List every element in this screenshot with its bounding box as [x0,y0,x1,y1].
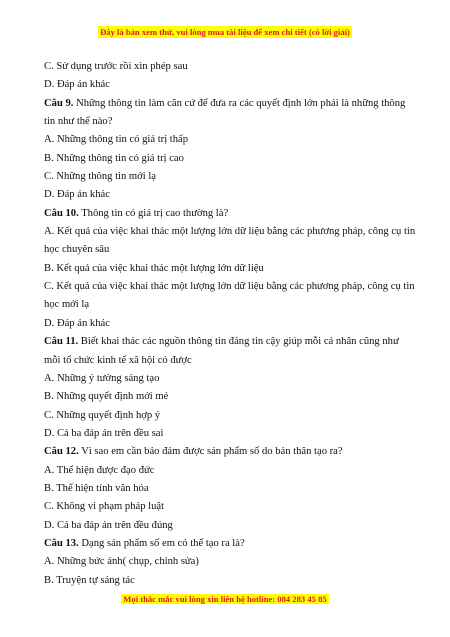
question-text: Những thông tin làm căn cứ để đưa ra các quyết định lớn phải là những thông tin như thế nào? [44,97,406,128]
document-body [44,58,416,590]
option-c: C. Kết quả của việc khai thác một lượng lớn dữ liệu bằng các phương pháp, công cụ tin học mới lạ [44,281,415,311]
question-13 [44,535,416,553]
hotline-footer [0,594,450,604]
option-b: B. Những quyết định mới mẻ [44,391,169,403]
option-b: B. Truyện tự sáng tác [44,574,135,586]
option-a: A. Thể hiện được đạo đức [44,464,155,476]
option-line: C. Sử dụng trước rồi xin phép sau [44,61,188,72]
preview-banner-text: Đây là bản xem thử, vui lòng mua tài liệu để xem chi tiết (có lời giải) [100,27,350,37]
question-12 [44,443,416,461]
option-c: C. Những thông tin mới lạ [44,171,156,183]
question-number: Câu 11. [44,336,79,348]
question-text: Thông tin có giá trị cao thường là? [78,207,229,219]
option-d: D. Cả ba đáp án trên đều sai [44,427,164,439]
option-c: C. Không vi phạm pháp luật [44,501,165,513]
option-b: B. Những thông tin có giá trị cao [44,152,184,164]
option-d: D. Đáp án khác [44,189,110,201]
option-a: A. Kết quả của việc khai thác một lượng lớn dữ liệu bằng các phương pháp, công cụ tin học chuyên sâu [44,226,416,256]
question-text: Biết khai thác các nguồn thông tin đáng tin cậy giúp mỗi cá nhân cũng như mỗi tổ chức kinh tế xã hội có được [44,336,399,366]
preview-banner [0,27,450,37]
option-line: D. Đáp án khác [44,79,110,91]
question-text: Vì sao em cần bảo đảm được sản phẩm số do bản thân tạo ra? [78,446,343,458]
option-a: A. Những thông tin có giá trị thấp [44,134,189,146]
question-number: Câu 10. [44,207,79,219]
question-number: Câu 9. [44,97,74,109]
hotline-text: Mọi thắc mắc vui lòng xin liên hệ hotline: 084 283 45 85 [123,594,327,604]
question-number: Câu 12. [44,446,79,458]
question-10 [44,205,416,223]
option-b: B. Kết quả của việc khai thác một lượng lớn dữ liệu [44,262,264,274]
question-11 [44,333,416,370]
question-text: Dạng sản phẩm số em có thể tạo ra là? [78,537,245,549]
question-9 [44,95,416,132]
option-b: B. Thể hiện tính văn hóa [44,482,149,494]
option-d: D. Đáp án khác [44,317,110,329]
option-a: A. Những ý tưởng sáng tạo [44,372,160,384]
option-a: A. Những bức ảnh( chụp, chỉnh sửa) [44,556,199,568]
option-c: C. Những quyết định hợp ý [44,409,161,421]
option-d: D. Cả ba đáp án trên đều đúng [44,519,173,531]
question-number: Câu 13. [44,537,79,549]
